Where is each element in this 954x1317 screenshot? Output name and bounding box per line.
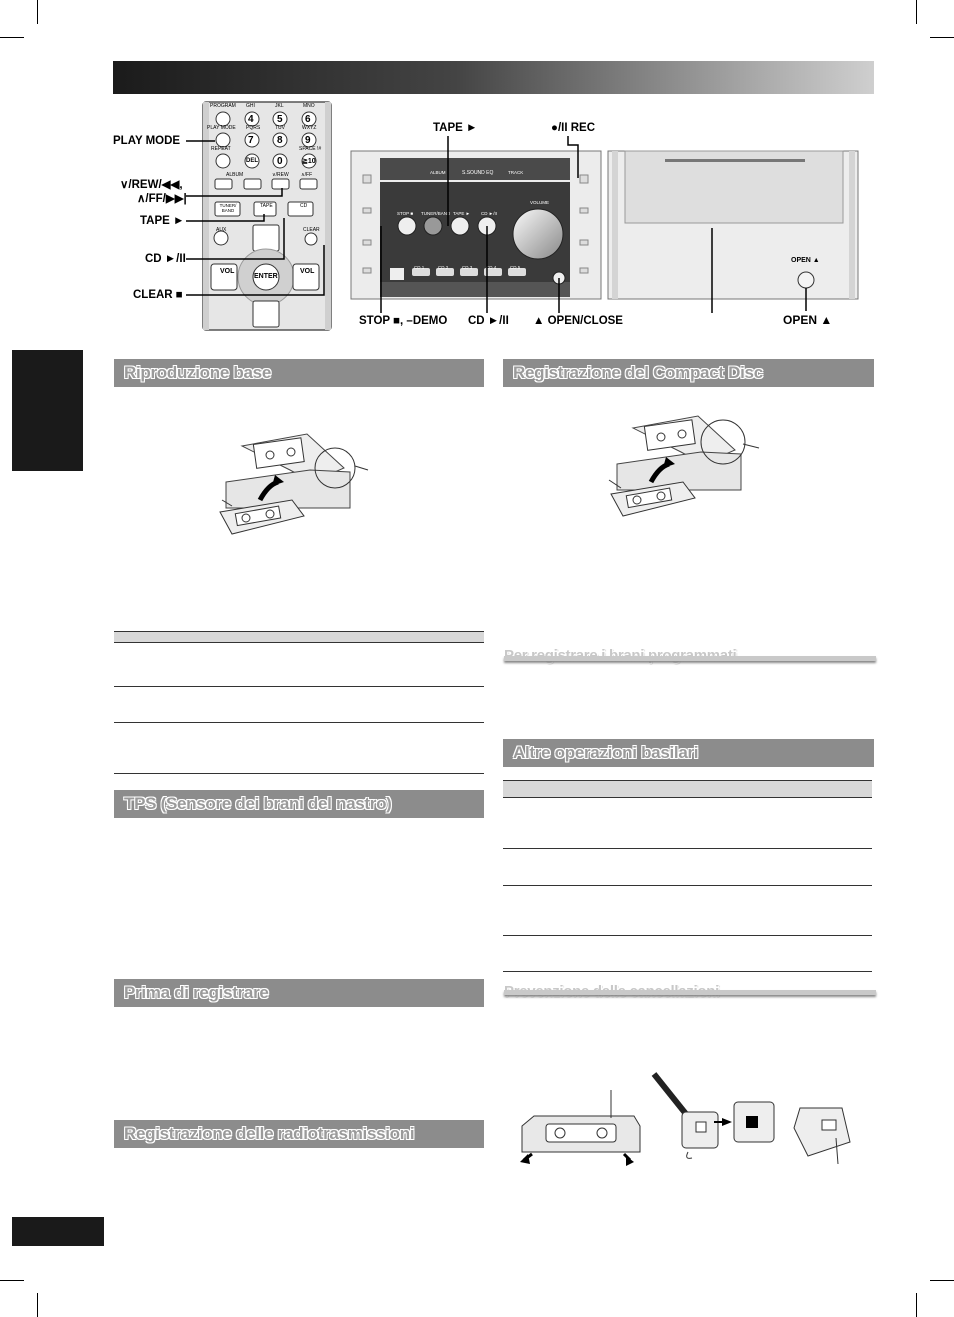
key-wxyz: WXYZ — [302, 125, 317, 131]
panel-volume: VOLUME — [530, 200, 550, 205]
subsection-underline — [504, 990, 876, 995]
table-1-rule — [114, 686, 484, 687]
table-2-rule — [503, 848, 872, 849]
top-title-bar — [113, 61, 874, 94]
section-title: Riproduzione base — [124, 363, 271, 382]
key-vol-minus[interactable]: VOL — [220, 268, 235, 275]
callout-tape-unit: TAPE ► — [433, 122, 478, 134]
erase-prevention-illustrations — [516, 1068, 871, 1168]
callout-open: OPEN ▲ — [783, 313, 833, 327]
callout-cd-unit: CD ►/II — [468, 315, 509, 327]
panel-cd-4: CD 4 — [486, 265, 497, 270]
panel-cd-1: CD 1 — [414, 265, 425, 270]
table-2-rule — [503, 971, 872, 972]
section-registrazione-cd — [503, 359, 874, 387]
section-registrazione-radio — [114, 1120, 484, 1148]
section-riproduzione-base — [114, 359, 484, 387]
key-play-mode-label: PLAY MODE — [207, 125, 236, 131]
key-ff: ∧/FF — [301, 172, 313, 178]
key-repeat: REPEAT — [211, 146, 231, 152]
key-0[interactable]: 0 — [277, 156, 283, 167]
section-title: Prima di registrare — [124, 983, 269, 1002]
panel-cd: CD ►/II — [481, 211, 497, 216]
key-10[interactable]: ≧10 — [302, 158, 316, 165]
key-enter[interactable]: ENTER — [254, 273, 278, 280]
callout-cd-remote: CD ►/II — [145, 253, 186, 265]
panel-cd-5: CD 5 — [510, 265, 521, 270]
key-7[interactable]: 7 — [248, 135, 254, 146]
key-tape[interactable]: TAPE — [260, 203, 273, 209]
section-tps — [114, 790, 484, 818]
cassette-insert-illustration-2 — [603, 412, 763, 527]
key-ghi: GHI — [246, 103, 255, 109]
callout-open-close: ▲ OPEN/CLOSE — [533, 315, 623, 327]
key-album: ALBUM — [226, 172, 244, 178]
key-4[interactable]: 4 — [248, 114, 254, 125]
subsection-underline — [504, 656, 876, 661]
key-program: PROGRAM — [210, 103, 236, 109]
table-2-header — [503, 780, 872, 798]
panel-tuner-band: TUNER/BAND — [421, 211, 451, 216]
callout-stop-demo: STOP ■, –DEMO — [359, 315, 448, 327]
section-title: Registrazione del Compact Disc — [513, 363, 763, 382]
key-cd[interactable]: CD — [300, 203, 308, 209]
section-prima-di-registrare — [114, 979, 484, 1007]
table-1-rule — [114, 773, 484, 774]
key-clear[interactable]: CLEAR — [303, 227, 320, 233]
cassette-insert-illustration-1 — [212, 430, 372, 545]
panel-cd-3: CD 3 — [462, 265, 473, 270]
panel-sound-eq: S.SOUND EQ — [462, 170, 494, 176]
page-number-tab — [12, 1217, 104, 1246]
table-2-rule — [503, 935, 872, 936]
key-9[interactable]: 9 — [305, 135, 311, 146]
panel-cd-2: CD 2 — [438, 265, 449, 270]
key-tuv: TUV — [275, 125, 285, 131]
key-6[interactable]: 6 — [305, 114, 311, 125]
callout-play-mode: PLAY MODE — [113, 135, 181, 147]
key-tuner-band[interactable]: TUNER/ BAND — [219, 203, 237, 213]
panel-track: TRACK — [508, 170, 524, 175]
key-aux[interactable]: AUX — [216, 227, 227, 233]
unit-callout-lines — [350, 130, 860, 320]
panel-tape: TAPE ► — [453, 211, 471, 216]
key-mno: MNO — [303, 103, 315, 109]
key-vol-plus[interactable]: VOL — [300, 268, 315, 275]
key-pqrs: PQRS — [246, 125, 261, 131]
callout-tape-remote: TAPE ► — [140, 215, 185, 227]
section-altre-operazioni — [503, 739, 874, 767]
key-5[interactable]: 5 — [277, 114, 283, 125]
panel-stop: STOP ■ — [397, 211, 414, 216]
key-del[interactable]: DEL — [246, 158, 258, 164]
table-1-rule — [114, 722, 484, 723]
section-title: TPS (Sensore dei brani del nastro) — [124, 794, 392, 813]
key-8[interactable]: 8 — [277, 135, 283, 146]
panel-album: ALBUM — [430, 170, 446, 175]
remote-callout-lines — [180, 130, 330, 300]
table-1-header — [114, 631, 484, 643]
panel-open-small: OPEN ▲ — [791, 257, 820, 264]
callout-rew: ∨/REW/◀◀, — [120, 179, 183, 191]
language-side-tab — [12, 350, 83, 471]
table-2-rule — [503, 885, 872, 886]
key-rew: ∨/REW — [272, 172, 289, 178]
key-space: SPACE !# — [299, 146, 322, 152]
callout-clear: CLEAR ■ — [133, 289, 183, 301]
callout-rec: ●/II REC — [551, 122, 596, 134]
section-title: Altre operazioni basilari — [513, 743, 699, 762]
key-jkl: JKL — [275, 103, 284, 109]
section-title: Registrazione delle radiotrasmissioni — [124, 1124, 415, 1143]
callout-ff: ∧/FF/▶▶| — [137, 193, 187, 205]
